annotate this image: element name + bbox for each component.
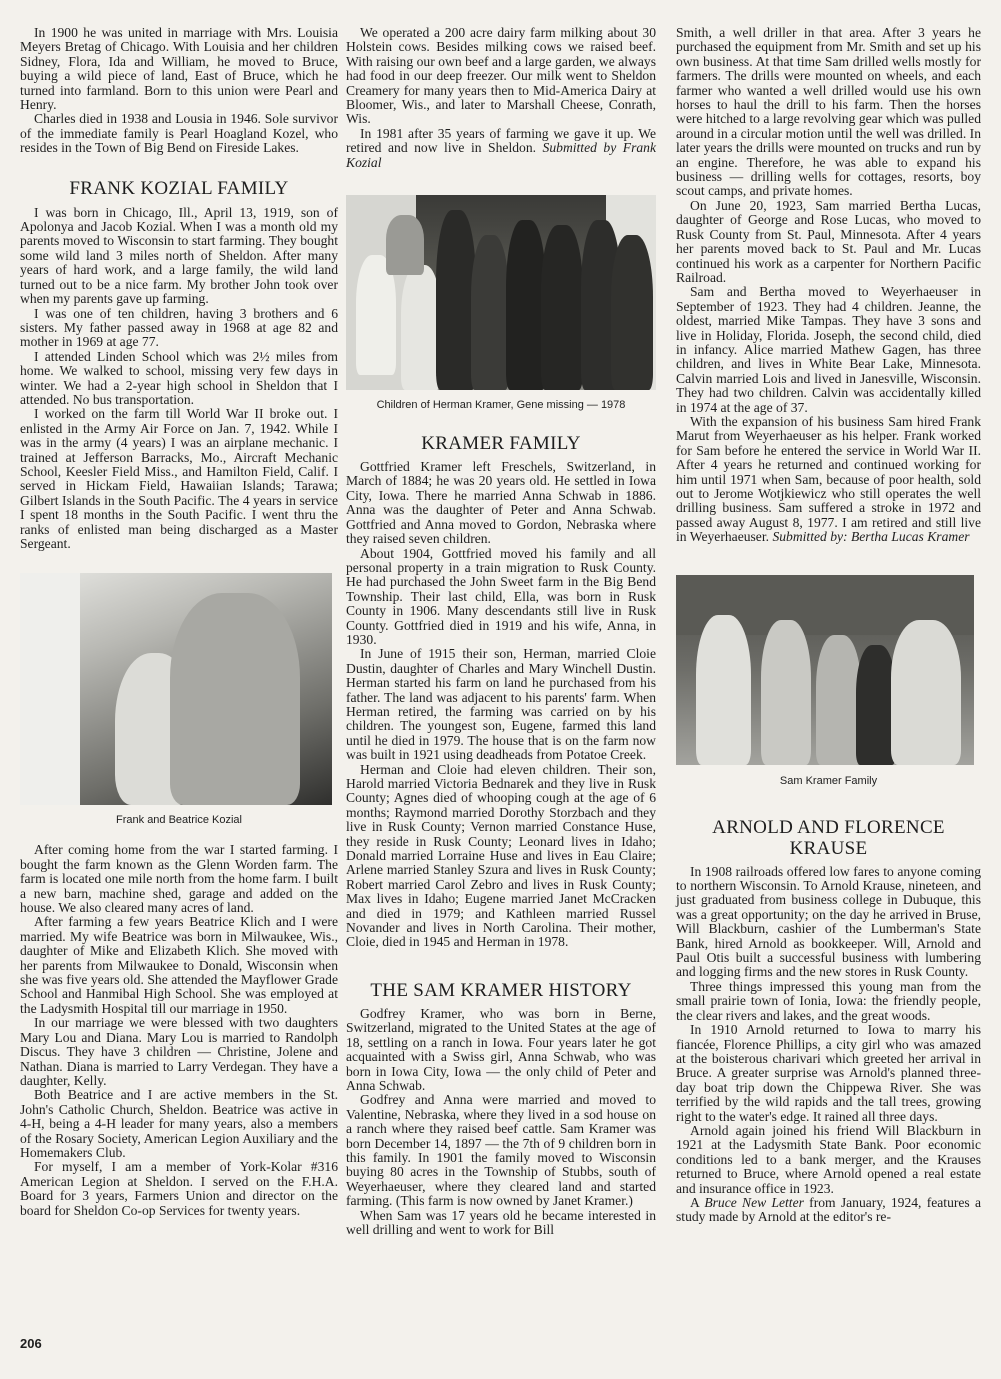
photo-figure (386, 215, 424, 275)
photo-caption: Frank and Beatrice Kozial (116, 814, 242, 827)
paragraph: Smith, a well driller in that area. After 3 years he purchased the equipment from Mr. Smith and set up his own business. At that time Sam drilled wells mostly for farmers. The drills were mounted on wheels, and each farmer who wanted a well drilled would use his own horses to haul the drill to his farm. Then the horses were hitched to a large revolving gear which was pulled around in a circular motion until the well was drilled. In later years the drills were mounted on trucks and run by an engine. Therefore, he was able to expand his business — drilling wells for cottages, resorts, boy scout camps, and private homes. (676, 25, 981, 199)
column-2 (346, 26, 656, 1237)
paragraph: When Sam was 17 years old he became interested in well drilling and went to work for Bill (346, 1207, 656, 1237)
paragraph: I was one of ten children, having 3 brothers and 6 sisters. My father passed away in 1968 at age 82 and mother in 1969 at age 77. (20, 305, 338, 350)
paragraph: Charles died in 1938 and Lousia in 1946. Sole survivor of the immediate family is Pearl Hoagland Kozel, who resides in the Town of Big Bend on Fireside Lakes. (20, 111, 338, 156)
paragraph: I attended Linden School which was 2½ miles from home. We walked to school, missing very few days in winter. We had a 2-year high school in Sheldon that I attended. No bus transportation. (20, 348, 338, 407)
photo-figure (856, 645, 896, 765)
frank-kozial-text-a (20, 206, 338, 552)
column-1 (20, 26, 338, 1218)
paragraph: In 1910 Arnold returned to Iowa to marry his fiancée, Florence Phillips, a city girl who was amazed at the boisterous charivari which greeted her arrival in Bruce. A greater surprise was Arnold's planned three-day boat trip down the Chippewa River. She was terrified by the wild rapids and the tall trees, growing right to the water's edge. It rained all three days. (676, 1022, 981, 1124)
photo-figure (401, 265, 441, 390)
section-heading-sam-kramer-history: THE SAM KRAMER HISTORY (370, 979, 632, 1001)
frank-kozial-text-b (20, 843, 338, 1218)
photo-figure (471, 235, 509, 390)
paragraph: Herman and Cloie had eleven children. Their son, Harold married Victoria Bednarek and they live in Rusk County; Agnes died of whooping cough at the age of 6 months; Raymond married Dorothy Storzbach and they live in Rusk County; Vernon married Constance Huse, they reside in Rusk County; Leonard lives in Idaho; Donald married Lorraine Huse and lives in Eau Claire; Arlene married Stanley Szura and lives in Rusk County; Robert married Carol Zebro and lives in Rusk County; Max lives in Idaho; Eugene married Janet McCracken and died in 1979; and Kathleen married Russel Novander and lives in North Carolina. Their mother, Cloie, died in 1945 and Herman in 1978. (346, 761, 656, 950)
paragraph: Arnold again joined his friend Will Blackburn in 1921 at the Ladysmith State Bank. Poor economic conditions led to a bank merger, and the Krauses returned to Bruce, where Arnold opened a real estate and insurance office in 1923. (676, 1122, 981, 1196)
paragraph: Sam and Bertha moved to Weyerhaeuser in September of 1923. They had 4 children. Jeanne, the oldest, married Mike Tampas. They have 3 sons and live in Holiday, Florida. Joseph, the second child, died in infancy. Alice married Mathew Gagen, has three children, and lives in White Bear Lake, Minnesota. Calvin married Lois and lived in Janesville, Wisconsin. They had two children. Calvin was accidentally killed in 1974 at the age of 37. (676, 284, 981, 415)
photo-frank-and-beatrice-kozial (20, 573, 332, 805)
paragraph: Three things impressed this young man from the small prairie town of Ionia, Iowa: the friendly people, the clear rivers and lakes, and the great woods. (676, 978, 981, 1023)
photo-figure (506, 220, 546, 390)
paragraph: Both Beatrice and I are active members in the St. John's Catholic Church, Sheldon. Beatrice was active in 4-H, being a 4-H leader for many years, also a members of the Rosary Society, American Legion Auxiliary and the Homemakers Club. (20, 1087, 338, 1160)
paragraph: Gottfried Kramer left Freschels, Switzerland, in March of 1884; he was 20 years old. He settled in Iowa City, Iowa. There he married Anna Schwab in 1886. Anna was the daughter of Peter and Anna Schwab. Gottfried and Anna moved to Gordon, Nebraska where they raised seven children. (346, 459, 656, 547)
photo-figure (696, 615, 751, 765)
expansion-text: With the expansion of his business Sam hired Frank Marut from Weyerhaeuser as his helper. Frank worked for Sam before he entered the service in World War II. After 4 years he returned and continued working for him until 1971 when Sam, because of poor health, sold out to Jerome Wotjkiewicz who still operates the well drilling business. Sam suffered a stroke in 1972 and passed away August 8, 1977. I am retired and still live in Weyerhaeuser. (676, 413, 981, 545)
section-heading-kramer-family: KRAMER FAMILY (421, 433, 581, 455)
photo-sam-kramer-family (676, 575, 974, 765)
sam-kramer-text-continued (676, 26, 981, 545)
paragraph: In our marriage we were blessed with two daughters Mary Lou and Diana. Mary Lou is married to Randolph Discus. They have 3 children — Christine, Jolene and Nathan. Diana is married to Larry Verdegan. They have a daughter, Kelly. (20, 1015, 338, 1088)
photo-caption: Children of Herman Kramer, Gene missing — 1978 (376, 399, 626, 412)
photo-children-of-herman-kramer (346, 195, 656, 390)
submitted-by: Submitted by Frank Kozial (346, 140, 657, 170)
paragraph: We operated a 200 acre dairy farm milking about 30 Holstein cows. Besides milking cows we raised beef. With raising our own beef and a large garden, we always had food in our deep freezer. Our milk went to Sheldon Creamery for many years then to Mid-America Dairy at Bloomer, Wis., and later to Marshall Cheese, Conrath, Wis. (346, 25, 656, 127)
photo-figure (611, 235, 653, 390)
paragraph: On June 20, 1923, Sam married Bertha Lucas, daughter of George and Rose Lucas, who moved to Rusk County from St. Paul, Minnesota. After 4 years her parents moved back to St. Paul and Mr. Lucas continued his work as a carpenter for Northern Pacific Railroad. (676, 197, 981, 285)
paragraph: I worked on the farm till World War II broke out. I enlisted in the Army Air Force on Jan. 7, 1942. While I was in the army (4 years) I was an airplane mechanic. I trained at Jefferson Barracks, Mo., Aircraft Mechanic School, Keesler Field Miss., and Hamilton Field, Calif. I served in Hickam Field, Hawaiian Islands; Tarawa; Gilbert Islands in the South Pacific. The 4 years in service I spent 18 months in the South Pacific. I went thru the ranks of enlisted man being discharged as a Master Sergeant. (20, 406, 338, 551)
paragraph: For myself, I am a member of York-Kolar #316 American Legion at Sheldon. I served on the F.H.A. Board for 3 years, Farmers Union and director on the board for Sheldon Co-op Services for twenty years. (20, 1159, 338, 1218)
paragraph: In 1908 railroads offered low fares to anyone coming to northern Wisconsin. To Arnold Krause, nineteen, and just graduated from business college in Dubuque, this was a great opportunity; on the day he arrived in Bruse, Will Blackburn, cashier of the Lumberman's State Bank, hired Arnold as bookkeeper. Will, Arnold and Paul Otis built a successful business with lumbering and logging firms and the new stores in Rusk County. (676, 863, 981, 980)
paragraph: About 1904, Gottfried moved his family and all personal property in a train migration to Rusk County. He had purchased the John Sweet farm in the Big Bend Township. Their last child, Ella, was born in Rusk County in 1906. Many descendants still live in Rusk County. Gottfried died in 1919 and his wife, Anna, in 1930. (346, 545, 656, 647)
paragraph (676, 415, 981, 545)
page-number: 206 (20, 1336, 42, 1351)
paragraph: In 1900 he was united in marriage with Mrs. Louisia Meyers Bretag of Chicago. With Louisia and her children Sidney, Flora, Ida and William, he moved to Bruce, buying a wild piece of land, East of Bruce, which he turned into farmland. Born to this union were Pearl and Henry. (20, 25, 338, 113)
paragraph: In June of 1915 their son, Herman, married Cloie Dustin, daughter of Charles and Mary Winchell Dustin. Herman started his farm on land he purchased from his father. The land was adjacent to his parents' farm. When Herman retired, the farming was carried on by his children. The youngest son, Eugene, farmed this land until he died in 1979. The house that is on the farm now was built in 1921 using deadheads from Potatoe Creek. (346, 646, 656, 763)
publication-title: Bruce New Letter (704, 1194, 804, 1210)
retired-text: In 1981 after 35 years of farming we gave it up. We retired and now live in Sheldon. (346, 125, 656, 156)
paragraph: I was born in Chicago, Ill., April 13, 1919, son of Apolonya and Jacob Kozial. When I was a month old my parents moved to Wisconsin to start farming. They bought some wild land 3 miles north of Sheldon. After many years of hard work, and a large family, the wild land turned out to be a nice farm. My brother John took over when my parents gave up farming. (20, 204, 338, 307)
paragraph (346, 127, 656, 170)
sam-kramer-text (346, 1007, 656, 1238)
text-fragment: from January, 1924, features a study made by Arnold at the editor's re- (676, 1194, 981, 1225)
photo-figure (761, 620, 811, 765)
section-heading-arnold-florence-krause: ARNOLD AND FLORENCE KRAUSE (712, 816, 945, 859)
photo-caption: Sam Kramer Family (779, 774, 878, 787)
photo-background-house (20, 573, 80, 805)
paragraph (676, 1196, 981, 1225)
photo-figure (891, 620, 961, 765)
kramer-family-text (346, 460, 656, 950)
krause-text (676, 865, 981, 1225)
paragraph: Godfrey Kramer, who was born in Berne, Switzerland, migrated to the United States at the age of 18, settling on a ranch in Iowa. Four years later he got acquainted with a Swiss girl, Anna Schwab, who was born in Iowa City, Iowa — the only child of Peter and Anna Schwab. (346, 1005, 656, 1093)
section-heading-frank-kozial: FRANK KOZIAL FAMILY (69, 177, 289, 199)
text-fragment: A (690, 1194, 700, 1210)
paragraph: Godfrey and Anna were married and moved to Valentine, Nebraska, where they lived in a sod house on a ranch where they raised beef cattle. Sam Kramer was born December 14, 1897 — the 7th of 9 children born in this family. In 1901 the family moved to Wisconsin buying 80 acres in the Township of Stubbs, south of Weyerhaeuser, where they cleared land and started farming. (This farm is now owned by Janet Kramer.) (346, 1092, 656, 1209)
photo-figure (170, 593, 300, 805)
paragraph: After farming a few years Beatrice Klich and I were married. My wife Beatrice was born in Milwaukee, Wis., daughter of Mike and Elizabeth Klich. She moved with her parents from Milwaukee to Donald, Wisconsin when she was five years old. She attended the Mayflower Grade School and Hanmibal High School. She was employed at the Ladysmith Hospital till our marriage in 1950. (20, 914, 338, 1016)
photo-figure (816, 635, 861, 765)
photo-figure (541, 225, 583, 390)
submitted-by: Submitted by: Bertha Lucas Kramer (772, 529, 970, 545)
column-3 (676, 26, 981, 1225)
paragraph: After coming home from the war I started farming. I bought the farm known as the Glenn Worden farm. The farm is located one mile north from the home farm. I built a new barn, machine shed, garage and added on the house. We also cleared many acres of land. (20, 842, 338, 916)
photo-figure (436, 210, 476, 390)
intro-paragraphs (20, 26, 338, 156)
